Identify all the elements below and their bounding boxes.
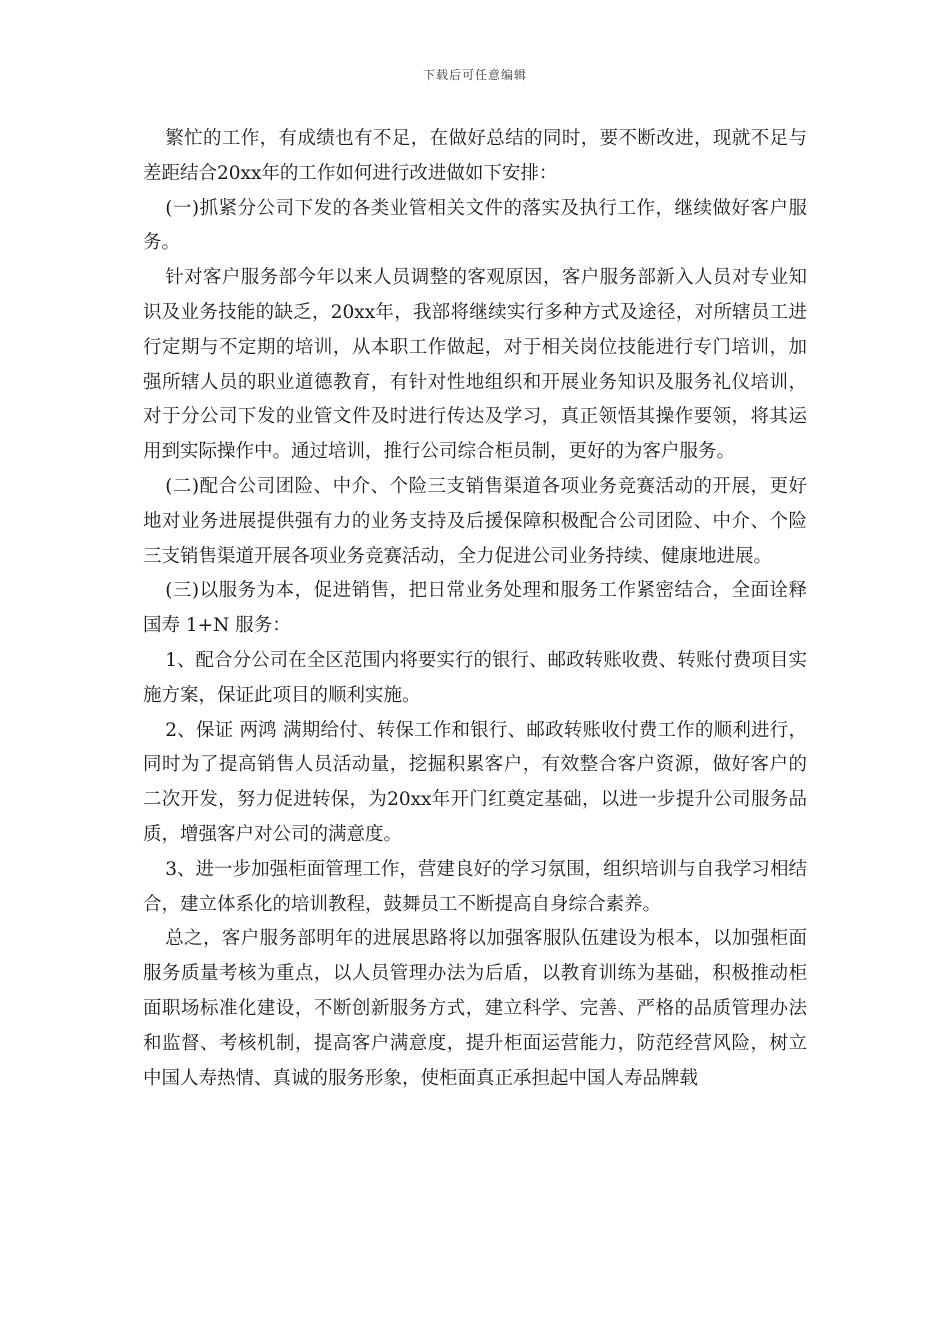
paragraph-summary: 总之，客户服务部明年的进展思路将以加强客服队伍建设为根本，以加强柜面服务质量考核为重点，以人员管理办法为后盾，以教育训练为基础，积极推动柜面职场标准化建设，不断创新服务方式，建立科学、完善、严格的品质管理办法和监督、考核机制，提高客户满意度，提升柜面运营能力，防范经营风险，树立中国人寿热情、真诚的服务形象，使柜面真正承担起中国人寿品牌载 bbox=[143, 928, 807, 1089]
paragraph-item-2: 2、保证 两鸿 满期给付、转保工作和银行、邮政转账收付费工作的顺利进行，同时为了提高销售人员活动量，挖掘积累客户，有效整合客户资源，做好客户的二次开发，努力促进转保，为20xx年开门红奠定基础，以进一步提升公司服务品质，增强客户对公司的满意度。 bbox=[143, 719, 807, 845]
header-note: 下载后可任意编辑 bbox=[422, 68, 527, 82]
paragraph-section-3: (三)以服务为本，促进销售，把日常业务处理和服务工作紧密结合，全面诠释国寿 1+N 服务： bbox=[143, 580, 807, 637]
paragraph-intro: 繁忙的工作，有成绩也有不足，在做好总结的同时，要不断改进，现就不足与差距结合20xx年的工作如何进行改进做如下安排： bbox=[143, 128, 807, 184]
paragraph-section-1: (一)抓紧分公司下发的各类业管相关文件的落实及执行工作，继续做好客户服务。 bbox=[143, 197, 807, 254]
paragraph-training: 针对客户服务部今年以来人员调整的客观原因，客户服务部新入人员对专业知识及业务技能的缺乏，20xx年，我部将继续实行多种方式及途径，对所辖员工进行定期与不定期的培训，从本职工作做起，对于相关岗位技能进行专门培训，加强所辖人员的职业道德教育，有针对性地组织和开展业务知识及服务礼仪培训，对于分公司下发的业管文件及时进行传达及学习，真正领悟其操作要领，将其运用到实际操作中。通过培训，推行公司综合柜员制，更好的为客户服务。 bbox=[143, 267, 807, 463]
paragraph-section-2: (二)配合公司团险、中介、个险三支销售渠道各项业务竞赛活动的开展，更好地对业务进展提供强有力的业务支持及后援保障积极配合公司团险、中介、个险三支销售渠道开展各项业务竞赛活动，全力促进公司业务持续、健康地进展。 bbox=[143, 475, 807, 567]
document-body bbox=[143, 122, 807, 1096]
paragraph-item-1: 1、配合分公司在全区范围内将要实行的银行、邮政转账收费、转账付费项目实施方案，保证此项目的顺利实施。 bbox=[143, 649, 807, 706]
paragraph-item-3: 3、进一步加强柜面管理工作，营建良好的学习氛围，组织培训与自我学习相结合，建立体系化的培训教程，鼓舞员工不断提高自身综合素养。 bbox=[143, 858, 807, 915]
